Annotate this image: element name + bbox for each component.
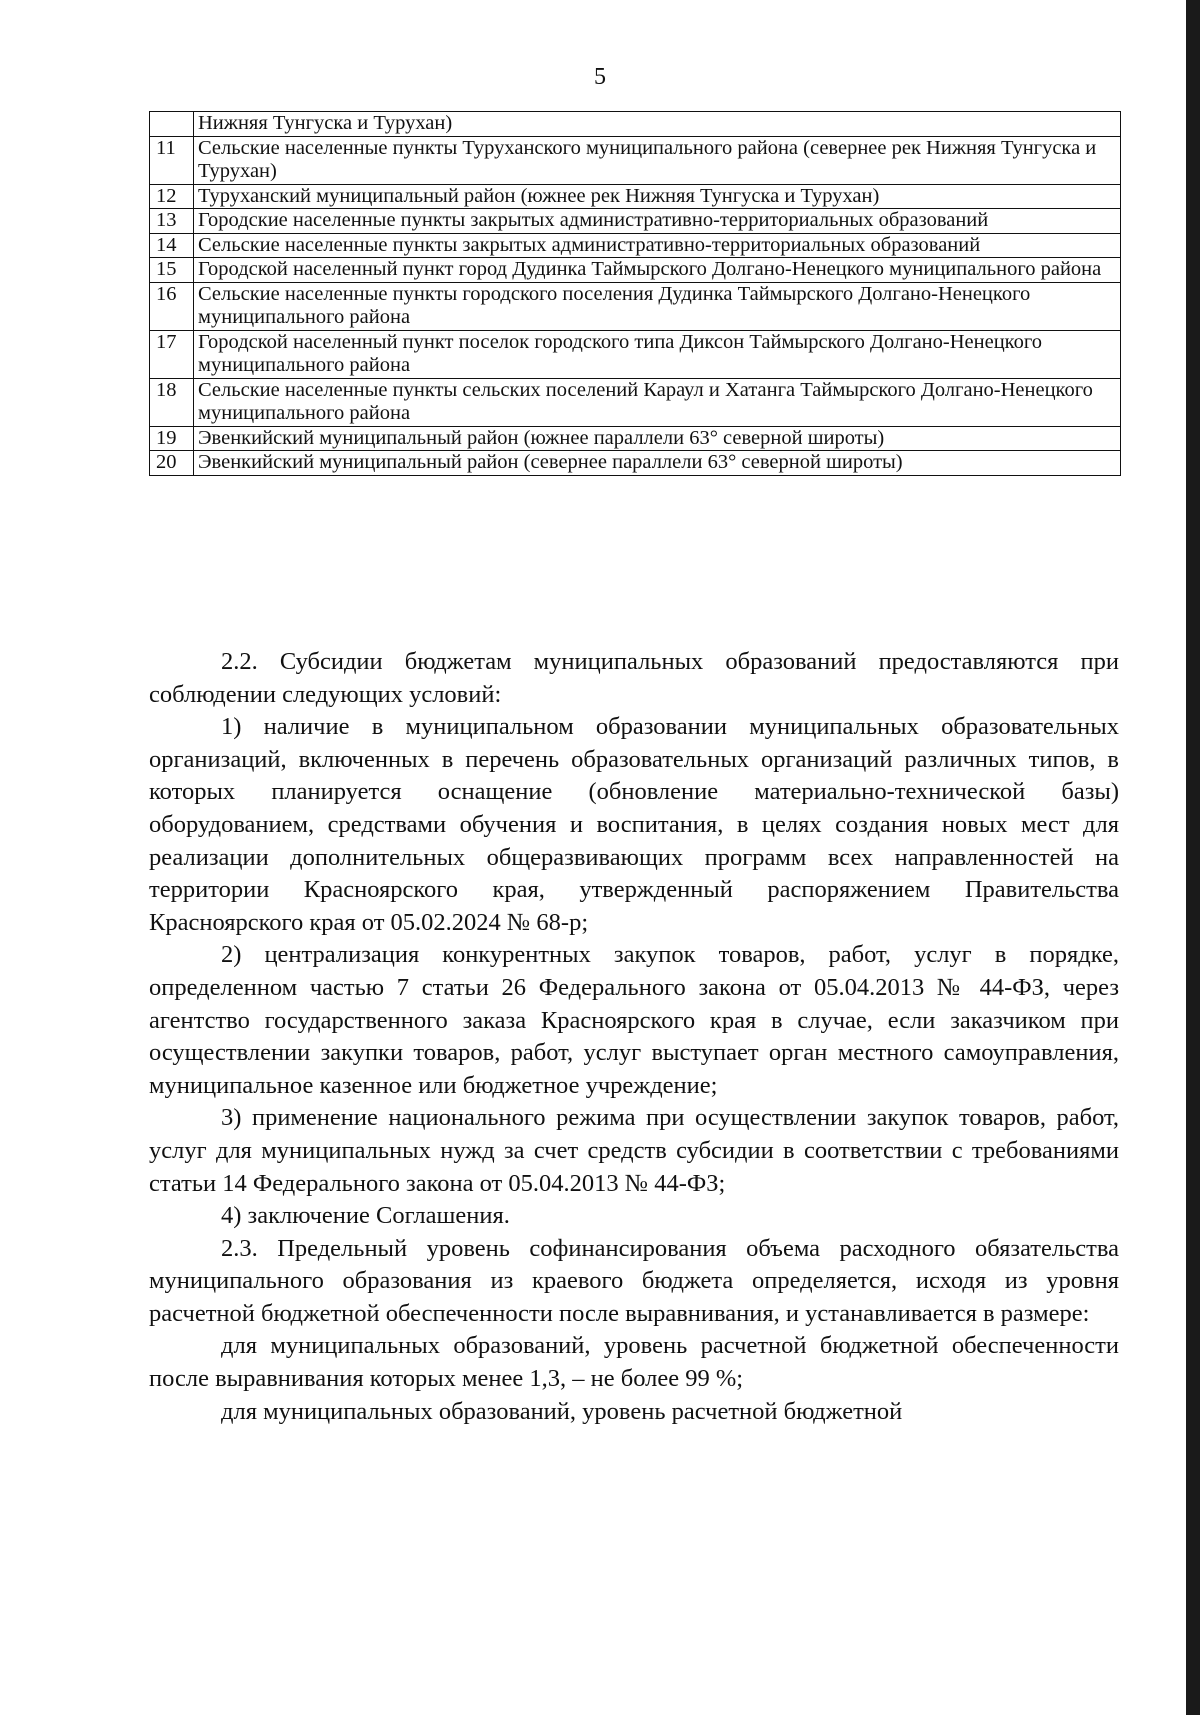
row-number: 20 [150, 451, 194, 476]
row-text: Эвенкийский муниципальный район (севернее параллели 63° северной широты) [194, 451, 1121, 476]
row-number: 13 [150, 209, 194, 234]
row-number: 12 [150, 184, 194, 209]
row-text: Городские населенные пункты закрытых административно-территориальных образований [194, 209, 1121, 234]
regions-table [149, 111, 1121, 476]
row-text: Нижняя Тунгуска и Турухан) [194, 112, 1121, 137]
row-text: Городской населенный пункт поселок городского типа Диксон Таймырского Долгано-Ненецкого муниципального района [194, 330, 1121, 378]
condition-4: 4) заключение Соглашения. [221, 1202, 510, 1230]
cofinancing-level-2: для муниципальных образований, уровень расчетной бюджетной [221, 1397, 903, 1425]
table-row [150, 426, 1121, 451]
page-number: 5 [594, 64, 606, 90]
row-number: 15 [150, 258, 194, 283]
row-number [150, 112, 194, 137]
row-number: 16 [150, 282, 194, 330]
row-text: Городской населенный пункт город Дудинка Таймырского Долгано-Ненецкого муниципального района [194, 258, 1121, 283]
table-row [150, 258, 1121, 283]
row-text: Сельские населенные пункты городского поселения Дудинка Таймырского Долгано-Ненецкого муниципального района [194, 282, 1121, 330]
table-row [150, 451, 1121, 476]
paragraph-2-2: 2.2. Субсидии бюджетам муниципальных образований предоставляются при соблюдении следующих условий: [149, 648, 1119, 708]
row-number: 19 [150, 426, 194, 451]
row-text: Сельские населенные пункты сельских поселений Караул и Хатанга Таймырского Долгано-Ненецкого муниципального района [194, 378, 1121, 426]
table-row [150, 330, 1121, 378]
table-row [150, 136, 1121, 184]
row-text: Эвенкийский муниципальный район (южнее параллели 63° северной широты) [194, 426, 1121, 451]
table-row [150, 282, 1121, 330]
condition-3: 3) применение национального режима при осуществлении закупок товаров, работ, услуг для муниципальных нужд за счет средств субсидии в соответствии с требованиями статьи 14 Федерального закона от 05.04.2013 № 44-ФЗ; [149, 1104, 1119, 1197]
row-number: 14 [150, 233, 194, 258]
table-row [150, 378, 1121, 426]
condition-2: 2) централизация конкурентных закупок товаров, работ, услуг в порядке, определенном частью 7 статьи 26 Федерального закона от 05.04.2013 № 44-ФЗ, через агентство государственного заказа Красноярского края в случае, если заказчиком при осуществлении закупки товаров, работ, услуг выступает орган местного самоуправления, муниципальное казенное или бюджетное учреждение; [149, 941, 1119, 1099]
row-number: 11 [150, 136, 194, 184]
row-text: Сельские населенные пункты закрытых административно-территориальных образований [194, 233, 1121, 258]
row-text: Сельские населенные пункты Туруханского муниципального района (севернее рек Нижняя Тунгуска и Турухан) [194, 136, 1121, 184]
row-number: 17 [150, 330, 194, 378]
paragraph-2-3: 2.3. Предельный уровень софинансирования объема расходного обязательства муниципального образования из краевого бюджета определяется, исходя из уровня расчетной бюджетной обеспеченности после выравнивания, и устанавливается в размере: [149, 1234, 1119, 1327]
scan-edge [1186, 0, 1200, 1715]
table-row [150, 209, 1121, 234]
table-row [150, 112, 1121, 137]
row-number: 18 [150, 378, 194, 426]
condition-1: 1) наличие в муниципальном образовании муниципальных образовательных организаций, включенных в перечень образовательных организаций различных типов, в которых планируется оснащение (обновление материально-технической базы) оборудованием, средствами обучения и воспитания, в целях создания новых мест для реализации дополнительных общеразвивающих программ всех направленностей на территории Красноярского края, утвержденный распоряжением Правительства Красноярского края от 05.02.2024 № 68-р; [149, 713, 1119, 936]
cofinancing-level-1: для муниципальных образований, уровень расчетной бюджетной обеспеченности после выравнивания которых менее 1,3, – не более 99 %; [149, 1332, 1119, 1393]
document-body [149, 646, 1119, 1428]
table-row [150, 233, 1121, 258]
row-text: Туруханский муниципальный район (южнее рек Нижняя Тунгуска и Турухан) [194, 184, 1121, 209]
table-row [150, 184, 1121, 209]
